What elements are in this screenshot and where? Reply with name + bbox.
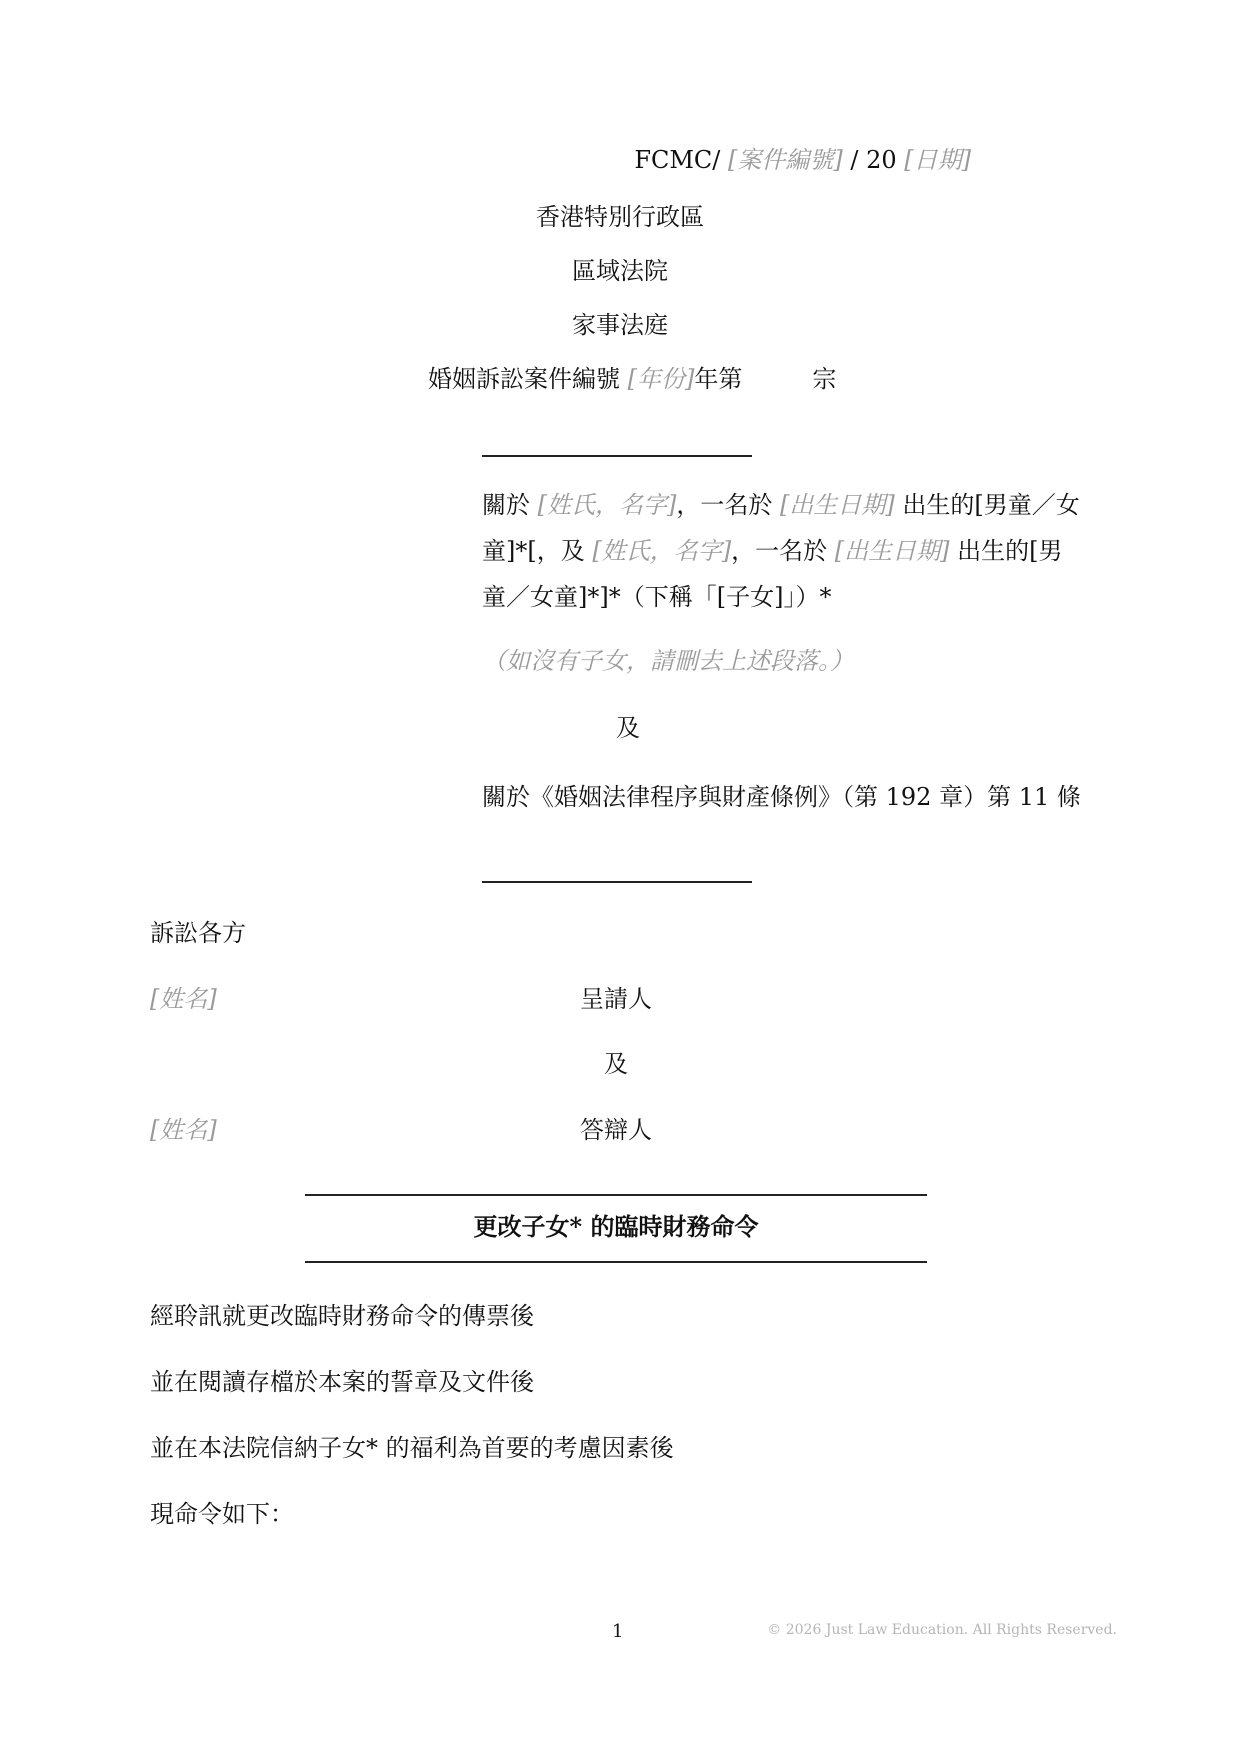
- title-rule-bottom: [305, 1261, 927, 1263]
- year-placeholder: [年份]: [627, 365, 695, 393]
- case-number-prefix: FCMC/: [634, 146, 729, 174]
- order-title: 更改子女* 的臨時財務命令: [473, 1212, 759, 1241]
- case-number-placeholder: [案件編號]: [728, 146, 843, 174]
- respondent-name-placeholder: [姓名]: [150, 1116, 217, 1144]
- recital-hearing: 經聆訊就更改臨時財務命令的傳票後: [150, 1302, 534, 1330]
- copyright-notice: © 2026 Just Law Education. All Rights Reserved.: [767, 1622, 1117, 1638]
- recital-affidavits: 並在閱讀存檔於本案的誓章及文件後: [150, 1368, 534, 1396]
- matter-ordinance: 關於《婚姻法律程序與財產條例》（第 192 章）第 11 條: [482, 783, 1081, 811]
- case-number: [634, 143, 971, 177]
- petitioner-name-placeholder: [姓名]: [150, 985, 217, 1013]
- matter-child-paragraph: 關於 [姓氏，名字]，一名於 [出生日期] 出生的[男童／女童]*[，及 [姓氏，名字]，一名於 [出生日期] 出生的[男童／女童]*]*（下稱「[子女]」）*: [482, 491, 1080, 611]
- recital-order: 現命令如下：: [150, 1500, 294, 1528]
- title-rule-top: [305, 1194, 927, 1196]
- recital-welfare: 並在本法院信納子女* 的福利為首要的考慮因素後: [150, 1434, 674, 1462]
- page-number: 1: [612, 1621, 624, 1642]
- delete-note: （如沒有子女，請刪去上述段落。）: [482, 647, 854, 675]
- matrimonial-case-line: 婚姻訴訟案件編號 [年份]年第 宗: [428, 365, 837, 393]
- and-connector: 及: [616, 714, 640, 742]
- heading-rule-bottom: [482, 881, 752, 883]
- case-number-middle: / 20: [842, 146, 905, 174]
- court-division: 家事法庭: [572, 311, 668, 339]
- parties-heading: 訴訟各方: [150, 919, 246, 947]
- respondent-label: 答辯人: [580, 1116, 652, 1144]
- heading-rule-top: [482, 455, 752, 457]
- court-name: 區域法院: [572, 257, 668, 285]
- petitioner-label: 呈請人: [580, 985, 652, 1013]
- court-region: 香港特別行政區: [536, 203, 704, 231]
- case-date-placeholder: [日期]: [904, 146, 971, 174]
- parties-and: 及: [604, 1050, 628, 1078]
